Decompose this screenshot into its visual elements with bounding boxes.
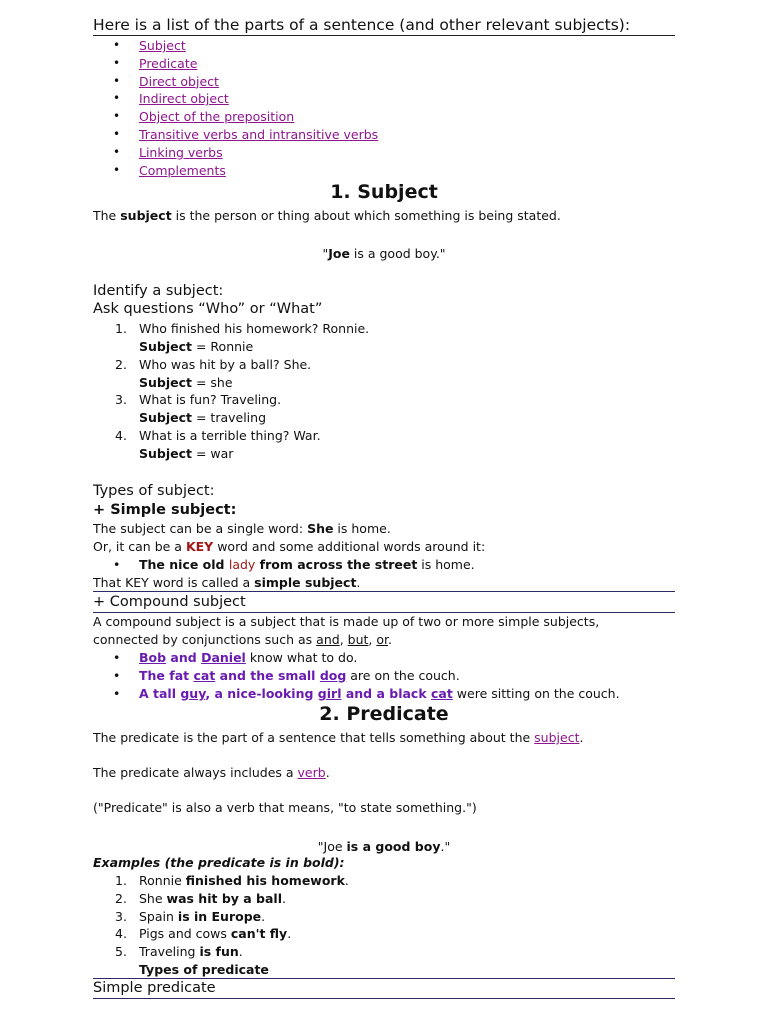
- link-subject[interactable]: subject: [534, 730, 580, 745]
- toc-link-direct-object[interactable]: Direct object: [139, 73, 219, 89]
- toc-item[interactable]: [93, 56, 378, 74]
- predicate-example: "Joe is a good boy.": [317, 839, 451, 854]
- link-verb[interactable]: verb: [297, 765, 326, 780]
- simple-predicate-heading: Simple predicate: [93, 980, 675, 999]
- identify-subject-heading: Identify a subject:: [93, 283, 224, 299]
- toc-link-complements[interactable]: Complements: [139, 162, 226, 178]
- predicate-title: 2. Predicate: [319, 703, 449, 725]
- simple-subject-line1: The subject can be a single word: She is home.: [93, 521, 391, 536]
- toc-item[interactable]: [93, 74, 378, 92]
- compound-subject-line1: A compound subject is a subject that is made up of two or more simple subjects,: [93, 614, 600, 629]
- toc-item[interactable]: [93, 163, 378, 181]
- simple-subject-example: • The nice old lady from across the street is home.: [139, 557, 475, 572]
- simple-subject-line2: Or, it can be a KEY word and some additional words around it:: [93, 539, 486, 554]
- subject-example: "Joe is a good boy.": [322, 246, 446, 261]
- subject-definition: The subject is the person or thing about which something is being stated.: [93, 208, 561, 223]
- toc-item[interactable]: [93, 91, 378, 109]
- predicate-examples-heading: Examples (the predicate is in bold):: [93, 855, 345, 870]
- compound-example-2: • The fat cat and the small dog are on the couch.: [139, 668, 460, 683]
- divider: [93, 591, 675, 592]
- compound-example-1: • Bob and Daniel know what to do.: [139, 650, 357, 665]
- types-of-subject: Types of subject:: [93, 483, 215, 499]
- divider: [93, 978, 675, 979]
- conj-but: but: [347, 632, 369, 647]
- simple-subject-heading: + Simple subject:: [93, 502, 237, 518]
- toc-link-predicate[interactable]: Predicate: [139, 55, 198, 71]
- compound-subject-line2: connected by conjunctions such as and, but, or.: [93, 632, 392, 647]
- toc-link-indirect-object[interactable]: Indirect object: [139, 91, 229, 107]
- conj-or: or: [376, 632, 388, 647]
- toc-item[interactable]: [93, 145, 378, 163]
- conj-and: and: [316, 632, 340, 647]
- simple-subject-line3: That KEY word is called a simple subject.: [93, 575, 361, 590]
- toc-link-object-of-preposition[interactable]: Object of the preposition: [139, 109, 295, 125]
- toc-item[interactable]: [93, 127, 378, 145]
- compound-example-3: • A tall guy, a nice-looking girl and a black cat were sitting on the couch.: [139, 686, 620, 701]
- predicate-verb-note: The predicate always includes a verb.: [93, 765, 330, 780]
- page-heading: Here is a list of the parts of a sentence (and other relevant subjects):: [93, 16, 675, 36]
- toc-item[interactable]: [93, 38, 378, 56]
- predicate-definition: The predicate is the part of a sentence that tells something about the subject.: [93, 730, 584, 745]
- toc-list: [93, 38, 378, 180]
- toc-link-linking-verbs[interactable]: Linking verbs: [139, 144, 223, 160]
- compound-subject-heading: + Compound subject: [93, 594, 675, 613]
- predicate-meaning: ("Predicate" is also a verb that means, "to state something."): [93, 800, 477, 815]
- toc-item[interactable]: [93, 109, 378, 127]
- subject-title: 1. Subject: [330, 181, 438, 203]
- toc-link-transitive-verbs[interactable]: Transitive verbs and intransitive verbs: [139, 126, 379, 142]
- toc-link-subject[interactable]: Subject: [139, 38, 186, 53]
- identify-subject-ask: Ask questions “Who” or “What”: [93, 301, 323, 317]
